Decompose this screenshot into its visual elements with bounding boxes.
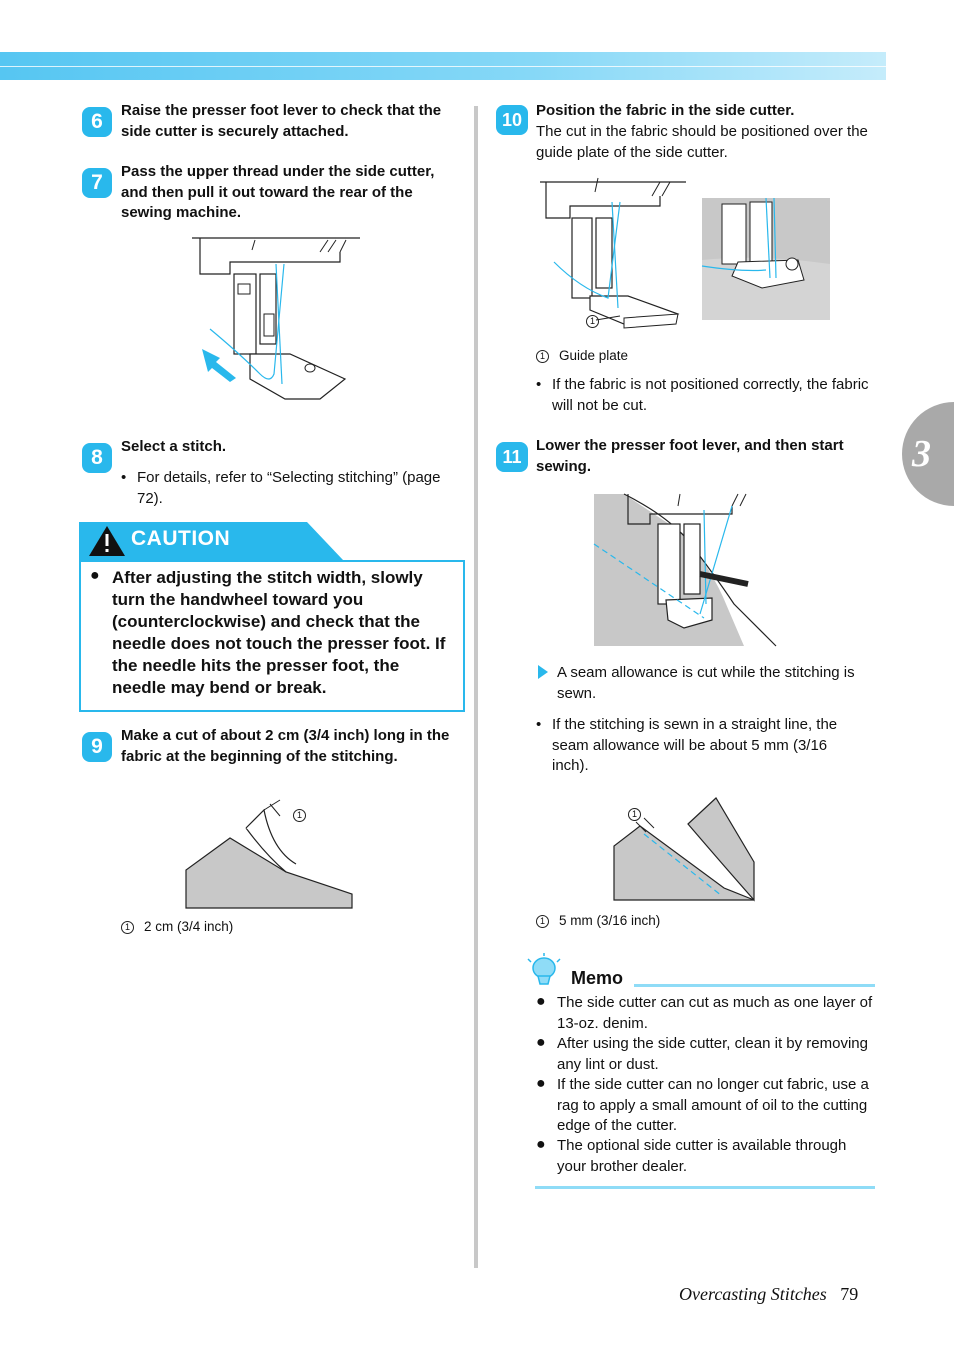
- page-footer: [679, 1284, 858, 1305]
- step-11-badge: 11: [496, 442, 528, 472]
- step-9-badge: 9: [82, 732, 112, 762]
- cut-callout-1: 1: [293, 809, 306, 822]
- seam-caption-callout-1: 1: [536, 915, 549, 928]
- step-10-text: Position the fabric in the side cutter.: [536, 102, 795, 119]
- step-11-text: Lower the presser foot lever, and then start sewing.: [536, 437, 844, 475]
- step-8-badge: 8: [82, 443, 112, 473]
- step-10-detail: The cut in the fabric should be positioned over the guide plate of the side cutter.: [536, 123, 868, 161]
- step-11-note: If the stitching is sewn in a straight line, the seam allowance will be about 5 mm (3/16 inch).: [552, 716, 838, 774]
- caption-callout-1: 1: [121, 921, 134, 934]
- caution-title: CAUTION: [131, 527, 231, 550]
- step-7-badge: 7: [82, 168, 112, 198]
- seam-caption: [536, 911, 660, 931]
- memo-icon: [528, 956, 560, 988]
- memo-rule: [634, 984, 875, 987]
- caution-text: After adjusting the stitch width, slowly turn the handwheel toward you (counterclockwise) and check that the needle does not touch the presser foot. If the needle hits the presser foot, the needle may bend or break.: [112, 568, 446, 697]
- seam-callout-1: 1: [628, 808, 641, 821]
- thread-pull-illustration: [190, 234, 360, 406]
- guide-caption-callout-1: 1: [536, 350, 549, 363]
- chapter-number: 3: [912, 433, 931, 475]
- memo-bottom-rule: [535, 1186, 875, 1189]
- fabric-cut-illustration: [186, 800, 356, 910]
- step-8-text: Select a stitch.: [121, 438, 227, 455]
- step-10-note: If the fabric is not positioned correctly, the fabric will not be cut.: [552, 376, 869, 414]
- cut-caption-text: 2 cm (3/4 inch): [144, 919, 234, 934]
- memo-title: Memo: [571, 968, 624, 988]
- guide-plate-photo: [702, 198, 830, 320]
- memo-bullet-3: ●: [536, 1075, 546, 1092]
- page-number: 79: [840, 1284, 859, 1304]
- memo-bullet-4: ●: [536, 1136, 546, 1153]
- guide-callout-1: 1: [586, 315, 599, 328]
- step-10-badge: 10: [496, 105, 528, 135]
- header-band-line: [0, 66, 886, 67]
- step-11-bullet: •: [536, 716, 542, 733]
- column-divider: [474, 106, 478, 1268]
- memo-bullet-2: ●: [536, 1034, 546, 1051]
- step-8-bullet: •: [121, 469, 127, 486]
- caution-bullet: ●: [90, 567, 100, 584]
- guide-plate-illustration: [540, 178, 690, 333]
- step-11-result: A seam allowance is cut while the stitching is sewn.: [557, 664, 855, 702]
- step-7-text: Pass the upper thread under the side cutter, and then pull it out toward the rear of the sewing machine.: [121, 163, 435, 221]
- guide-caption-text: Guide plate: [559, 348, 629, 363]
- result-arrow-icon: [538, 665, 548, 679]
- footer-title: Overcasting Stitches: [679, 1284, 827, 1304]
- step-9-text: Make a cut of about 2 cm (3/4 inch) long in the fabric at the beginning of the stitching.: [121, 727, 450, 765]
- step-10-bullet: •: [536, 376, 542, 393]
- seam-caption-text: 5 mm (3/16 inch): [559, 913, 661, 928]
- step-6-badge: 6: [82, 107, 112, 137]
- memo-item-4: The optional side cutter is available through your brother dealer.: [557, 1137, 847, 1175]
- step-8-note: For details, refer to “Selecting stitching” (page 72).: [137, 469, 441, 507]
- memo-bullet-1: ●: [536, 993, 546, 1010]
- sewing-illustration: [594, 494, 776, 646]
- guide-caption: [536, 346, 628, 366]
- memo-item-2: After using the side cutter, clean it by removing any lint or dust.: [557, 1035, 868, 1073]
- memo-item-1: The side cutter can cut as much as one layer of 13-oz. denim.: [557, 994, 873, 1032]
- memo-item-3: If the side cutter can no longer cut fabric, use a rag to apply a small amount of oil to the cutting edge of the cutter.: [557, 1076, 869, 1134]
- step-6-text: Raise the presser foot lever to check that the side cutter is securely attached.: [121, 102, 442, 140]
- cut-caption: [121, 917, 233, 937]
